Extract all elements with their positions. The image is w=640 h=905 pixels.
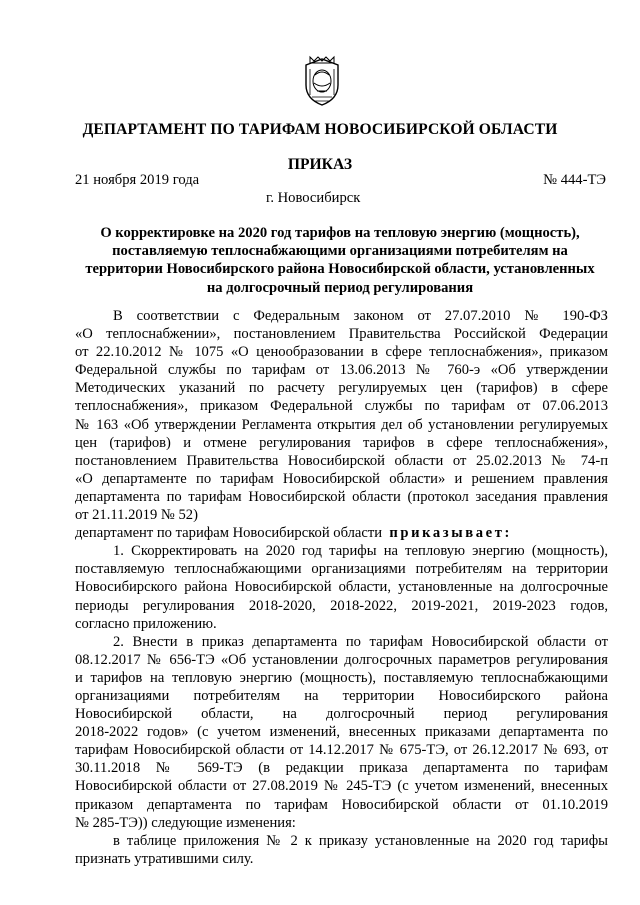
item-2-subparagraph: [75, 832, 608, 868]
text-line: теплоснабжения», приказом Федеральной службы по тарифам от 07.06.2013: [75, 398, 608, 415]
orders-word: приказывает:: [389, 525, 512, 542]
text-line: 2018-2022 годов» (с учетом изменений, внесенных приказами департамента по: [75, 724, 608, 741]
text-line: департамента по тарифам Новосибирской области (протокол заседания правления: [75, 488, 608, 505]
text-line: 30.11.2018 № 569-ТЭ (в редакции приказа департамента по тарифам: [75, 760, 608, 777]
text-line: и тарифов на тепловую энергию (мощность), поставляемую теплоснабжающими: [75, 669, 608, 686]
order-number: № 444-ТЭ: [543, 172, 606, 188]
text-line: «О теплоснабжении», постановлением Правительства Российской Федерации: [75, 326, 608, 343]
order-date: 21 ноября 2019 года: [75, 172, 200, 188]
item-1-paragraph: [75, 542, 608, 632]
text-line: признать утратившими силу.: [75, 850, 254, 867]
text-line: от 21.11.2019 № 52): [75, 507, 198, 524]
item-2-paragraph: [75, 633, 608, 832]
text-line: «О департаменте по тарифам Новосибирской области» и решением правления: [75, 470, 608, 487]
order-subject: [72, 224, 608, 297]
text-line: 2. Внести в приказ департамента по тарифам Новосибирской области от: [113, 633, 608, 650]
text-line: Новосибирской области, на долгосрочный период регулирования: [75, 706, 608, 723]
text-line: Новосибирской области от 27.08.2019 № 245-ТЭ (с учетом изменений, внесенных: [75, 778, 608, 795]
text-line: Новосибирского района Новосибирской области, установленные на долгосрочные: [75, 579, 608, 596]
text-line: поставляемую теплоснабжающими организациями потребителям на территории: [75, 561, 608, 578]
department-name: ДЕПАРТАМЕНТ ПО ТАРИФАМ НОВОСИБИРСКОЙ ОБЛАСТИ: [82, 121, 558, 138]
text-line: постановлением Правительства Новосибирской области от 25.02.2013 № 74-п: [75, 452, 608, 469]
text-line: 08.12.2017 № 656-ТЭ «Об установлении долгосрочных параметров регулирования: [75, 651, 608, 668]
coat-of-arms-icon: [302, 55, 342, 107]
subject-line: поставляемую теплоснабжающими организациями потребителям на: [112, 243, 568, 260]
subject-line: О корректировке на 2020 год тарифов на тепловую энергию (мощность),: [100, 225, 580, 241]
order-city: г. Новосибирск: [266, 190, 361, 206]
order-body: [75, 307, 608, 868]
text-line: цен (тарифов) и отмене регулирования тарифов в сфере теплоснабжения»,: [75, 434, 608, 451]
text-line: в таблице приложения № 2 к приказу установленные на 2020 год тарифы: [113, 832, 608, 849]
text-line: В соответствии с Федеральным законом от 27.07.2010 № 190-ФЗ: [113, 308, 608, 324]
document-type: ПРИКАЗ: [287, 156, 353, 173]
text-line: периоды регулирования 2018-2020, 2018-2022, 2019-2021, 2019-2023 годов,: [75, 597, 608, 614]
text-line: тарифам Новосибирской области от 14.12.2017 № 675-ТЭ, от 26.12.2017 № 693, от: [75, 742, 608, 759]
text-line: Методических указаний по расчету регулируемых цен (тарифов) в сфере: [75, 380, 608, 397]
text-line: 1. Скорректировать на 2020 год тарифы на тепловую энергию (мощность),: [113, 543, 608, 560]
text-line: № 163 «Об утверждении Регламента открытия дел об установлении регулируемых: [75, 416, 608, 433]
text-line: от 22.10.2012 № 1075 «О ценообразовании в сфере теплоснабжения», приказом: [75, 344, 608, 361]
text-line: Федеральной службы по тарифам от 13.06.2013 № 760-э «Об утверждении: [75, 362, 608, 379]
text-line: № 285-ТЭ)) следующие изменения:: [75, 814, 296, 831]
subject-line: территории Новосибирского района Новосибирской области, установленных: [85, 261, 595, 278]
orders-prefix: департамент по тарифам Новосибирской области: [75, 525, 383, 542]
text-line: приказом департамента по тарифам Новосибирской области от 01.10.2019: [75, 796, 608, 813]
text-line: согласно приложению.: [75, 615, 217, 632]
subject-line: на долгосрочный период регулирования: [206, 279, 474, 296]
orders-line: [75, 524, 608, 542]
preamble-paragraph: [75, 307, 608, 542]
text-line: организациями потребителям на территории Новосибирского района: [75, 687, 608, 704]
